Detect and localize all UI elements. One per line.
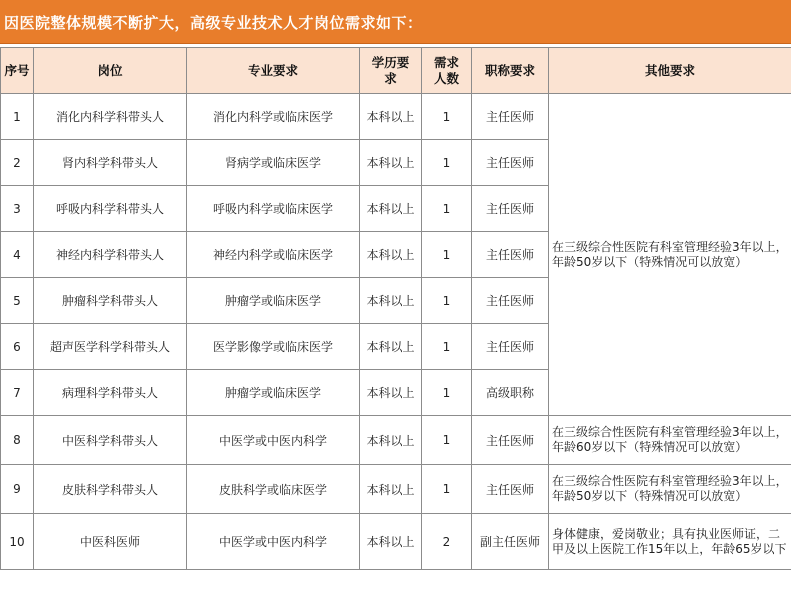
cell-count: 1 xyxy=(422,140,472,186)
cell-major: 皮肤科学或临床医学 xyxy=(187,465,360,514)
cell-position: 皮肤科学科带头人 xyxy=(34,465,187,514)
cell-count: 1 xyxy=(422,416,472,465)
cell-no: 3 xyxy=(1,186,34,232)
cell-rank: 主任医师 xyxy=(472,94,549,140)
cell-no: 4 xyxy=(1,232,34,278)
cell-count: 2 xyxy=(422,514,472,570)
cell-other-merged: 在三级综合性医院有科室管理经验3年以上，年龄50岁以下（特殊情况可以放宽） xyxy=(549,94,791,416)
cell-other: 在三级综合性医院有科室管理经验3年以上，年龄50岁以下（特殊情况可以放宽） xyxy=(549,465,791,514)
cell-major: 消化内科学或临床医学 xyxy=(187,94,360,140)
cell-no: 9 xyxy=(1,465,34,514)
cell-rank: 主任医师 xyxy=(472,278,549,324)
cell-count: 1 xyxy=(422,465,472,514)
cell-education: 本科以上 xyxy=(360,370,422,416)
cell-rank: 主任医师 xyxy=(472,324,549,370)
cell-education: 本科以上 xyxy=(360,94,422,140)
header-other: 其他要求 xyxy=(549,48,791,94)
cell-position: 中医科学科带头人 xyxy=(34,416,187,465)
cell-rank: 主任医师 xyxy=(472,416,549,465)
cell-rank: 主任医师 xyxy=(472,140,549,186)
cell-rank: 主任医师 xyxy=(472,186,549,232)
cell-education: 本科以上 xyxy=(360,140,422,186)
cell-education: 本科以上 xyxy=(360,278,422,324)
header-row xyxy=(1,48,791,94)
cell-position: 神经内科学科带头人 xyxy=(34,232,187,278)
cell-education: 本科以上 xyxy=(360,186,422,232)
cell-no: 8 xyxy=(1,416,34,465)
cell-position: 超声医学科学科带头人 xyxy=(34,324,187,370)
title-banner xyxy=(0,0,791,44)
table-row xyxy=(1,94,791,140)
table-row xyxy=(1,465,791,514)
cell-major: 神经内科学或临床医学 xyxy=(187,232,360,278)
header-position: 岗位 xyxy=(34,48,187,94)
cell-count: 1 xyxy=(422,186,472,232)
cell-rank: 高级职称 xyxy=(472,370,549,416)
cell-no: 5 xyxy=(1,278,34,324)
cell-count: 1 xyxy=(422,232,472,278)
cell-no: 10 xyxy=(1,514,34,570)
header-education: 学历要求 xyxy=(360,48,422,94)
header-major: 专业要求 xyxy=(187,48,360,94)
cell-count: 1 xyxy=(422,94,472,140)
cell-rank: 主任医师 xyxy=(472,232,549,278)
table-row xyxy=(1,514,791,570)
positions-table xyxy=(0,47,791,570)
cell-education: 本科以上 xyxy=(360,324,422,370)
cell-position: 呼吸内科学科带头人 xyxy=(34,186,187,232)
cell-position: 中医科医师 xyxy=(34,514,187,570)
header-rank: 职称要求 xyxy=(472,48,549,94)
cell-education: 本科以上 xyxy=(360,416,422,465)
cell-no: 6 xyxy=(1,324,34,370)
cell-no: 2 xyxy=(1,140,34,186)
cell-count: 1 xyxy=(422,370,472,416)
header-count: 需求人数 xyxy=(422,48,472,94)
cell-position: 消化内科学科带头人 xyxy=(34,94,187,140)
header-no: 序号 xyxy=(1,48,34,94)
cell-major: 中医学或中医内科学 xyxy=(187,416,360,465)
cell-major: 肿瘤学或临床医学 xyxy=(187,370,360,416)
cell-education: 本科以上 xyxy=(360,232,422,278)
page-title: 因医院整体规模不断扩大，高级专业技术人才岗位需求如下： xyxy=(4,14,423,32)
cell-major: 肿瘤学或临床医学 xyxy=(187,278,360,324)
cell-other: 在三级综合性医院有科室管理经验3年以上，年龄60岁以下（特殊情况可以放宽） xyxy=(549,416,791,465)
table-row xyxy=(1,416,791,465)
cell-major: 肾病学或临床医学 xyxy=(187,140,360,186)
cell-education: 本科以上 xyxy=(360,465,422,514)
cell-major: 中医学或中医内科学 xyxy=(187,514,360,570)
cell-major: 呼吸内科学或临床医学 xyxy=(187,186,360,232)
cell-count: 1 xyxy=(422,278,472,324)
cell-major: 医学影像学或临床医学 xyxy=(187,324,360,370)
cell-no: 7 xyxy=(1,370,34,416)
cell-position: 肿瘤科学科带头人 xyxy=(34,278,187,324)
cell-position: 病理科学科带头人 xyxy=(34,370,187,416)
cell-rank: 主任医师 xyxy=(472,465,549,514)
cell-other: 身体健康，爱岗敬业；具有执业医师证，二甲及以上医院工作15年以上，年龄65岁以下 xyxy=(549,514,791,570)
cell-position: 肾内科学科带头人 xyxy=(34,140,187,186)
cell-count: 1 xyxy=(422,324,472,370)
cell-no: 1 xyxy=(1,94,34,140)
cell-education: 本科以上 xyxy=(360,514,422,570)
cell-rank: 副主任医师 xyxy=(472,514,549,570)
